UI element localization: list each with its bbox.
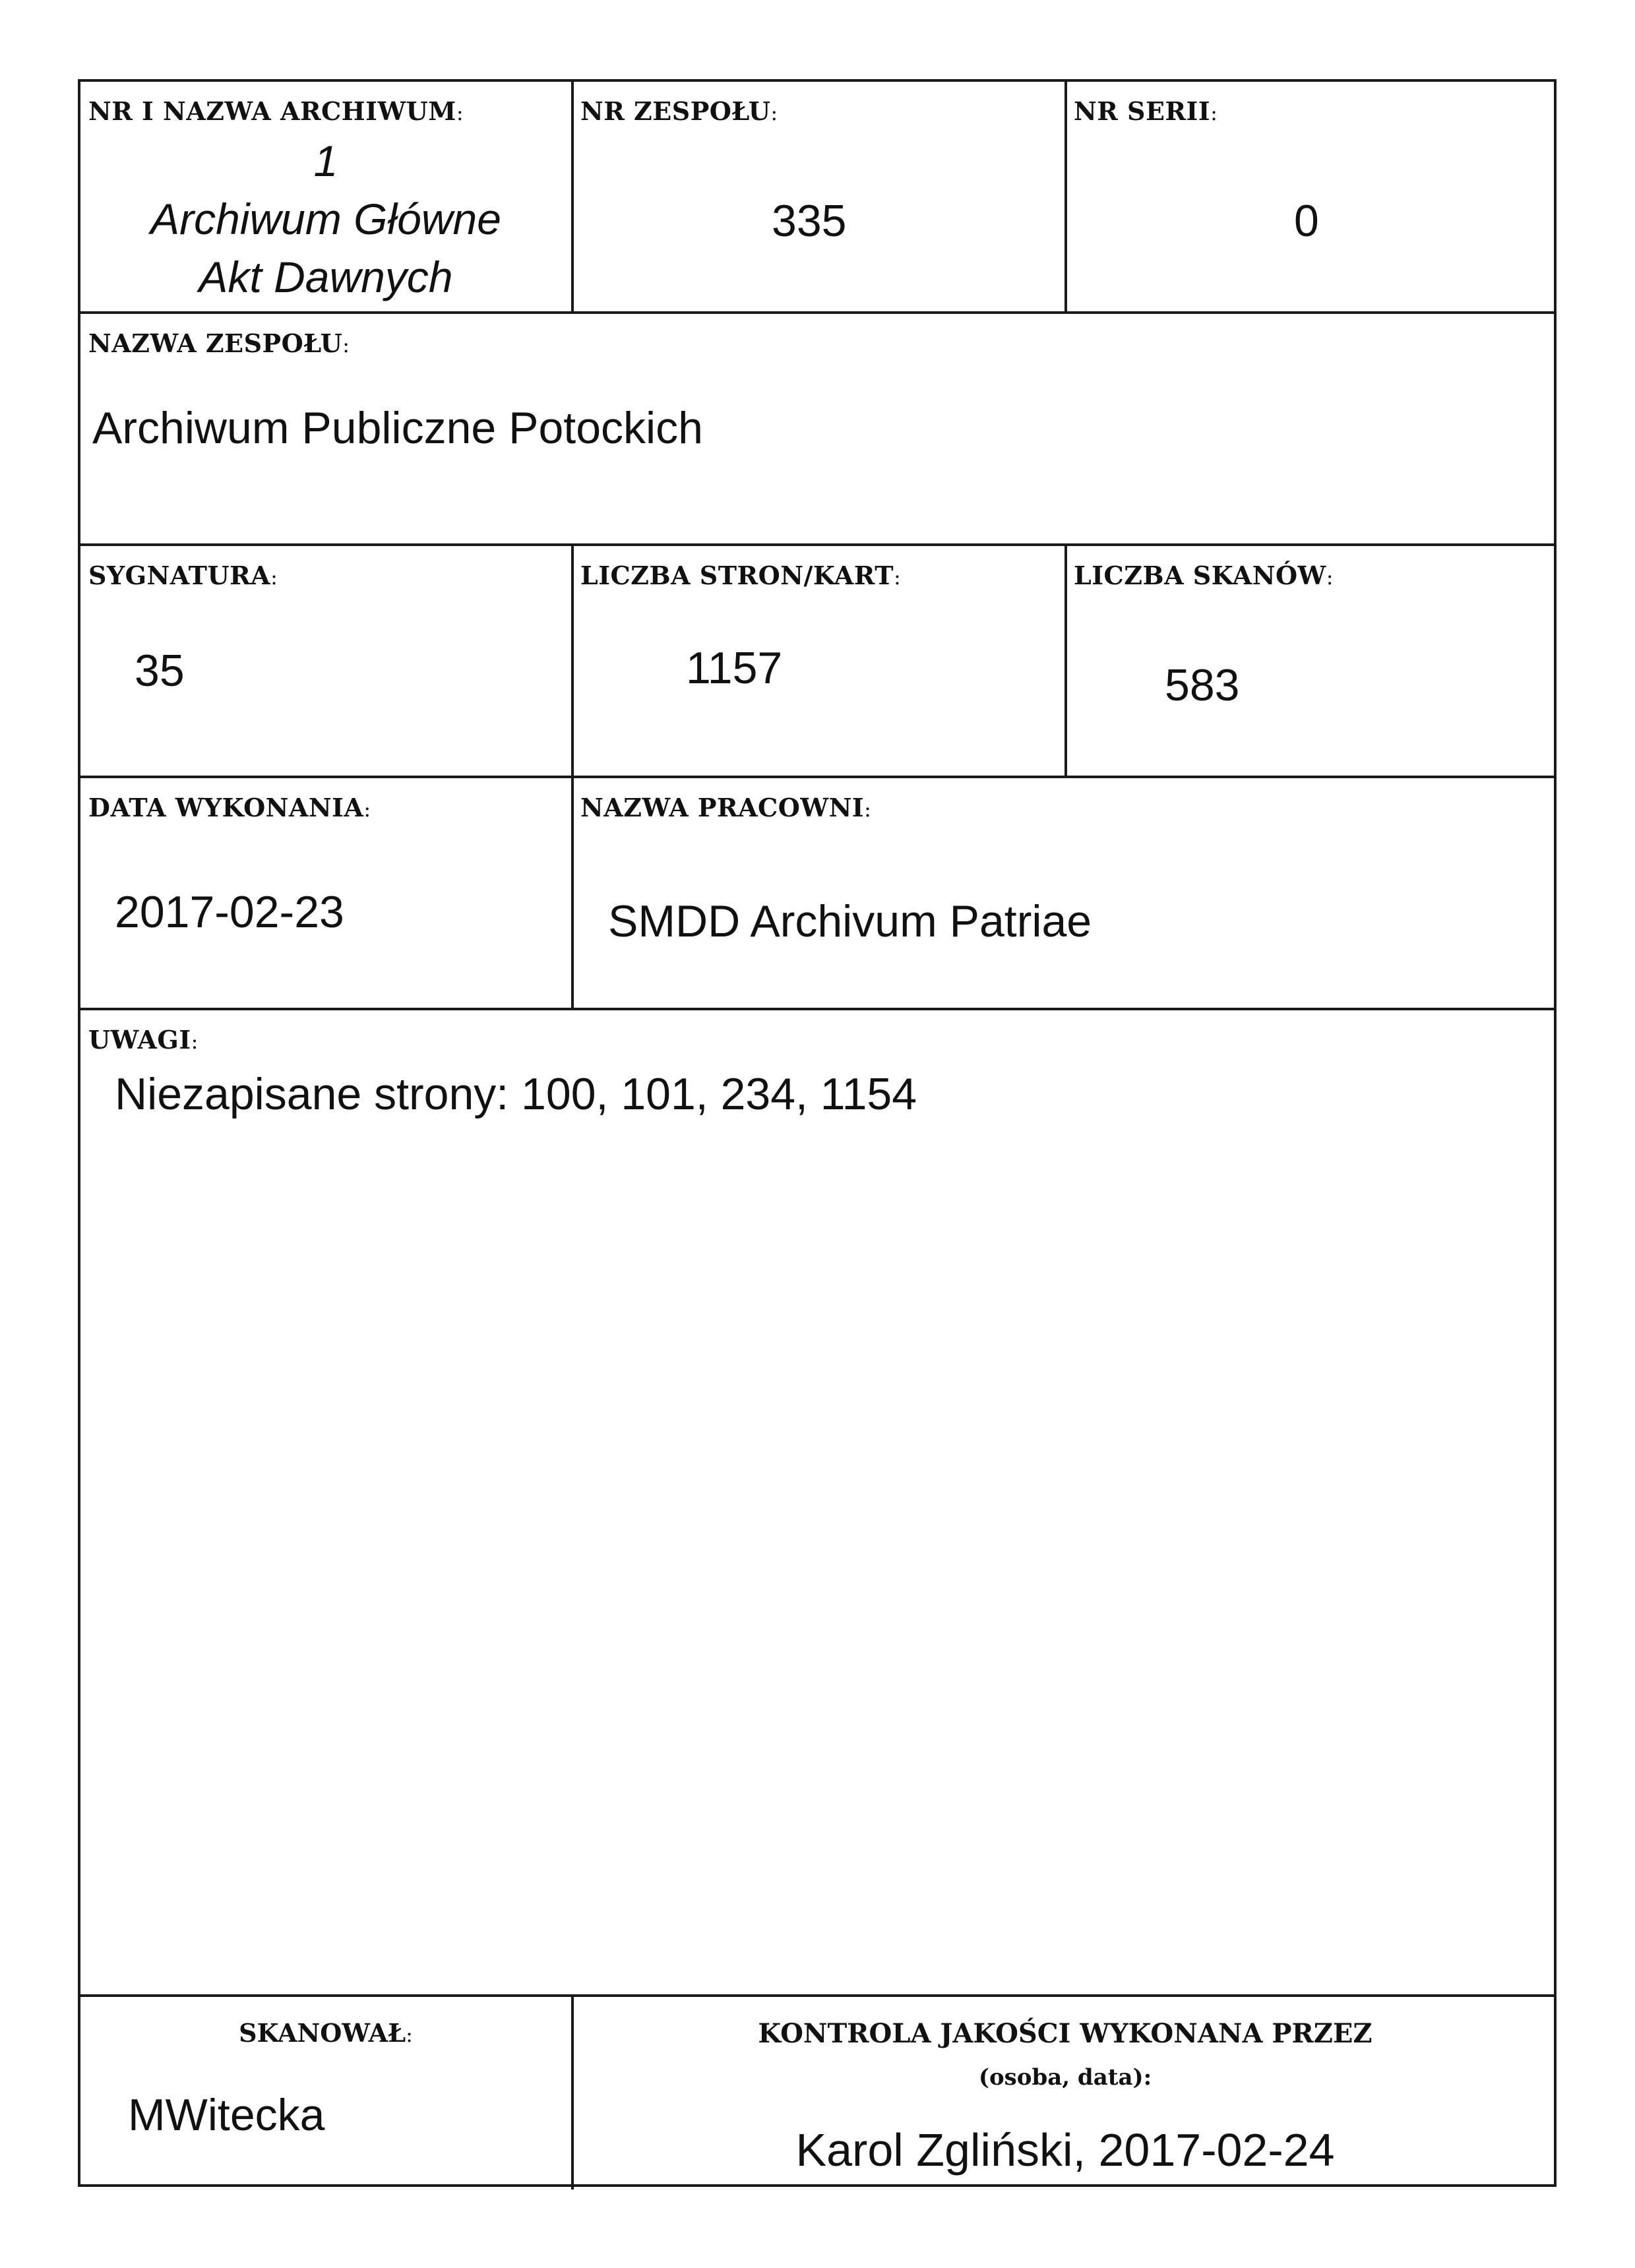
- notes-value: Niezapisane strony: 100, 101, 234, 1154: [115, 1069, 917, 1119]
- pages-label-wrap: [580, 561, 901, 590]
- scanned-by-value: MWitecka: [128, 2090, 325, 2140]
- signature-label: SYGNATURA: [88, 561, 271, 590]
- fonds-number-label: NR ZESPOŁU: [580, 96, 771, 126]
- qc-value: Karol Zgliński, 2017-02-24: [795, 2124, 1335, 2176]
- archive-number: 1: [313, 137, 338, 185]
- archive-label: NR I NAZWA ARCHIWUM: [88, 96, 456, 126]
- pages-value: 1157: [686, 643, 783, 693]
- scans-label-wrap: [1074, 561, 1334, 590]
- fonds-number-label-wrap: [580, 96, 778, 126]
- scanned-by-cell: [80, 1997, 571, 2187]
- fonds-number-value: 335: [772, 196, 847, 246]
- scans-cell: [1067, 546, 1557, 776]
- fonds-name-label-colon: :: [342, 332, 350, 357]
- archive-label-wrap: [88, 96, 464, 126]
- series-label-wrap: [1074, 96, 1218, 126]
- scans-value: 583: [1165, 660, 1240, 710]
- date-label: DATA WYKONANIA: [88, 793, 364, 822]
- notes-label-colon: :: [191, 1029, 199, 1054]
- date-label-colon: :: [363, 797, 371, 822]
- notes-label-wrap: [88, 1025, 199, 1055]
- workshop-label-wrap: [580, 793, 871, 822]
- fonds-name-label-wrap: [88, 328, 350, 358]
- fonds-number-label-colon: :: [770, 100, 778, 125]
- workshop-label-colon: :: [864, 797, 872, 822]
- qc-label: KONTROLA JAKOŚCI WYKONANA PRZEZ: [758, 2018, 1373, 2049]
- archive-name-line1: Archiwum Główne: [150, 195, 501, 243]
- fonds-number-cell: [574, 82, 1064, 311]
- scanned-label: SKANOWAŁ: [239, 2018, 406, 2048]
- fonds-name-cell: [80, 314, 1557, 543]
- scanned-label-wrap: [80, 2018, 571, 2048]
- series-label: NR SERII: [1074, 96, 1211, 126]
- signature-cell: [80, 546, 571, 776]
- workshop-cell: [574, 778, 1557, 1008]
- date-label-wrap: [88, 793, 371, 822]
- metadata-form: [78, 79, 1557, 2187]
- notes-cell: [80, 1010, 1557, 1994]
- signature-label-colon: :: [270, 565, 278, 590]
- archive-label-colon: :: [456, 100, 464, 125]
- qc-sublabel: (osoba, data):: [978, 2064, 1152, 2091]
- archive-name-line2: Akt Dawnych: [199, 253, 453, 301]
- workshop-label: NAZWA PRACOWNI: [580, 793, 865, 822]
- signature-value: 35: [135, 646, 185, 696]
- scans-label: LICZBA SKANÓW: [1074, 561, 1326, 590]
- workshop-value: SMDD Archivum Patriae: [608, 896, 1092, 946]
- archive-cell: [80, 82, 571, 311]
- scanned-label-colon: :: [406, 2022, 413, 2047]
- series-label-colon: :: [1210, 100, 1218, 125]
- series-value: 0: [1294, 196, 1319, 246]
- signature-label-wrap: [88, 561, 278, 590]
- pages-label: LICZBA STRON/KART: [580, 561, 894, 590]
- quality-control-cell: [574, 1997, 1557, 2187]
- scans-label-colon: :: [1326, 565, 1334, 590]
- notes-label: UWAGI: [88, 1025, 191, 1055]
- date-value: 2017-02-23: [115, 887, 344, 937]
- pages-label-colon: :: [893, 565, 902, 590]
- fonds-name-label: NAZWA ZESPOŁU: [88, 328, 343, 358]
- date-cell: [80, 778, 571, 1008]
- series-cell: [1067, 82, 1557, 311]
- pages-cell: [574, 546, 1064, 776]
- fonds-name-value: Archiwum Publiczne Potockich: [92, 403, 703, 453]
